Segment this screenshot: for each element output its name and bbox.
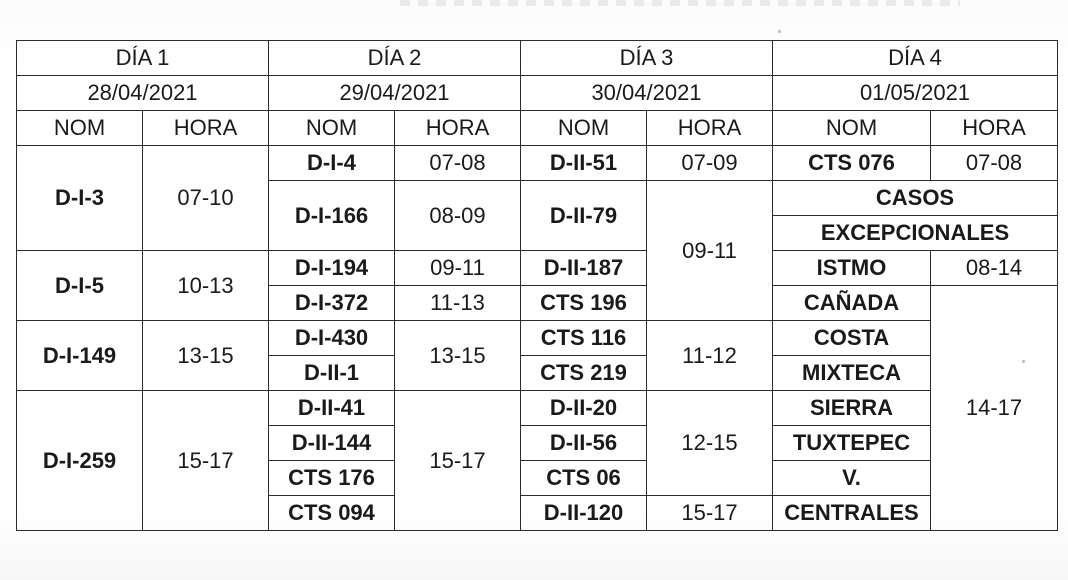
day-3-nom-cell: D-II-56 [521,426,647,461]
day-2-nom-cell: D-I-166 [269,181,395,251]
hora-header: HORA [647,111,773,146]
day-2-nom-cell: D-I-4 [269,146,395,181]
day-4-nom-cell: COSTA [773,321,931,356]
day-3-date: 30/04/2021 [521,76,773,111]
table-row [17,391,1058,426]
day-1-label: DÍA 1 [17,41,269,76]
day-3-nom-cell: D-II-120 [521,496,647,531]
date-row [17,76,1058,111]
nom-header: NOM [17,111,143,146]
day-2-nom-cell: D-II-1 [269,356,395,391]
day-2-hora-cell: 15-17 [395,391,521,531]
day-3-nom-cell: D-II-51 [521,146,647,181]
day-4-nom-cell: TUXTEPEC [773,426,931,461]
column-header-row [17,111,1058,146]
day-2-hora-cell: 08-09 [395,181,521,251]
day-3-hora-cell: 07-09 [647,146,773,181]
nom-header: NOM [269,111,395,146]
nom-header: NOM [773,111,931,146]
day-3-nom-cell: D-II-187 [521,251,647,286]
day-3-nom-cell: CTS 219 [521,356,647,391]
day-4-label: DÍA 4 [773,41,1058,76]
day-1-hora-cell: 07-10 [143,146,269,251]
hora-header: HORA [395,111,521,146]
day-4-nom-cell: MIXTECA [773,356,931,391]
day-label-row [17,41,1058,76]
day-4-nom-cell: ISTMO [773,251,931,286]
day-2-date: 29/04/2021 [269,76,521,111]
day-1-hora-cell: 13-15 [143,321,269,391]
day-2-hora-cell: 13-15 [395,321,521,391]
faded-header-marks [400,0,960,6]
day-2-nom-cell: D-I-194 [269,251,395,286]
day-4-hora-cell: 14-17 [931,286,1058,531]
day-2-hora-cell: 09-11 [395,251,521,286]
hora-header: HORA [143,111,269,146]
day-3-hora-cell: 11-12 [647,321,773,391]
day-2-hora-cell: 11-13 [395,286,521,321]
day-2-nom-cell: D-I-372 [269,286,395,321]
day-1-hora-cell: 10-13 [143,251,269,321]
day-4-last-line2: CENTRALES [773,496,931,531]
table-row [17,321,1058,356]
day-4-nom-cell: CTS 076 [773,146,931,181]
day-4-date: 01/05/2021 [773,76,1058,111]
day-2-nom-cell: D-II-144 [269,426,395,461]
schedule-table [16,40,1058,531]
day-3-nom-cell: CTS 06 [521,461,647,496]
day-3-nom-cell: CTS 116 [521,321,647,356]
day-3-nom-cell: D-II-20 [521,391,647,426]
day-1-date: 28/04/2021 [17,76,269,111]
day-2-nom-cell: D-II-41 [269,391,395,426]
day-2-nom-cell: CTS 094 [269,496,395,531]
day-4-hora-cell: 07-08 [931,146,1058,181]
day-2-nom-cell: CTS 176 [269,461,395,496]
day-1-hora-cell: 15-17 [143,391,269,531]
day-2-label: DÍA 2 [269,41,521,76]
day-1-nom-cell: D-I-259 [17,391,143,531]
day-1-nom-cell: D-I-3 [17,146,143,251]
hora-header: HORA [931,111,1058,146]
table-row [17,251,1058,286]
nom-header: NOM [521,111,647,146]
day-1-nom-cell: D-I-149 [17,321,143,391]
day-3-hora-cell: 12-15 [647,391,773,496]
scan-speck [778,30,781,33]
table-row [17,146,1058,181]
day-3-nom-cell: CTS 196 [521,286,647,321]
day-4-special-line1: CASOS [773,181,1058,216]
day-3-hora-cell: 09-11 [647,181,773,321]
day-2-hora-cell: 07-08 [395,146,521,181]
day-4-nom-cell: CAÑADA [773,286,931,321]
day-4-last-line1: V. [773,461,931,496]
day-3-nom-cell: D-II-79 [521,181,647,251]
day-1-nom-cell: D-I-5 [17,251,143,321]
day-3-hora-cell: 15-17 [647,496,773,531]
day-2-nom-cell: D-I-430 [269,321,395,356]
day-4-nom-cell: SIERRA [773,391,931,426]
day-4-special-line2: EXCEPCIONALES [773,216,1058,251]
day-4-hora-cell: 08-14 [931,251,1058,286]
day-3-label: DÍA 3 [521,41,773,76]
